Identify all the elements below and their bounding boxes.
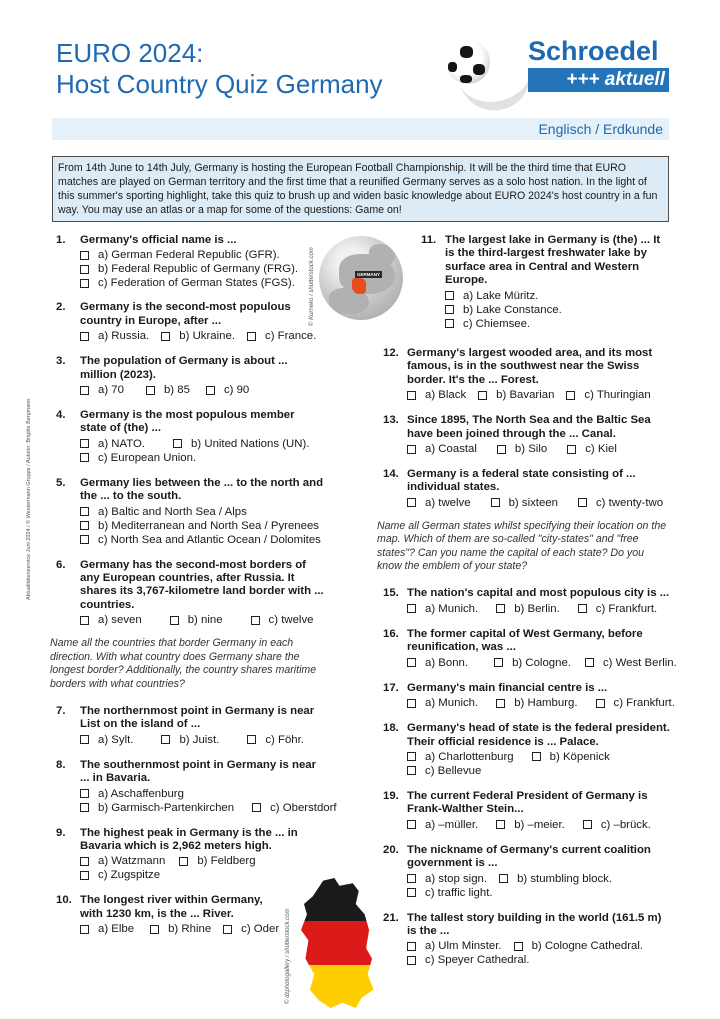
checkbox[interactable] xyxy=(585,658,594,667)
checkbox[interactable] xyxy=(80,521,89,530)
option[interactable] xyxy=(170,613,223,627)
option-label: c) Frankfurt. xyxy=(613,697,675,710)
question-20 xyxy=(383,844,671,900)
question-6 xyxy=(56,559,324,628)
option-label: b) Ukraine. xyxy=(179,330,235,343)
checkbox[interactable] xyxy=(80,871,89,880)
option-label: a) stop sign. xyxy=(425,872,488,885)
option-label: b) Juist. xyxy=(179,733,220,746)
option[interactable] xyxy=(585,656,677,670)
option[interactable] xyxy=(251,613,314,627)
option-label: a) seven xyxy=(98,614,142,627)
option-label: c) Chiemsee. xyxy=(463,317,531,330)
option[interactable] xyxy=(407,442,477,456)
checkbox[interactable] xyxy=(150,925,159,934)
option[interactable] xyxy=(583,818,651,832)
option-label: a) German Federal Republic (GFR). xyxy=(98,249,280,262)
option[interactable] xyxy=(445,303,562,317)
option-label: b) Federal Republic of Germany (FRG). xyxy=(98,263,299,276)
checkbox[interactable] xyxy=(80,616,89,625)
question-number: 21. xyxy=(383,911,399,924)
option-label: c) –brück. xyxy=(600,818,651,831)
question-number: 15. xyxy=(383,587,399,600)
option-label: a) twelve xyxy=(425,496,471,509)
task-note: Name all German states whilst specifying their location on the map. Which of them are so-called "city-states" and "free states"? Can you name the capital of each state? Do you know the emblem of your state? xyxy=(377,519,667,573)
question-number: 7. xyxy=(56,704,66,717)
question-15 xyxy=(383,587,671,615)
checkbox[interactable] xyxy=(80,386,89,395)
option[interactable] xyxy=(532,750,610,764)
question-number: 5. xyxy=(56,476,66,489)
option-label: b) Berlin. xyxy=(514,602,560,615)
question-number: 6. xyxy=(56,558,66,571)
checkbox[interactable] xyxy=(578,604,587,613)
option[interactable] xyxy=(407,818,478,832)
checkbox[interactable] xyxy=(80,535,89,544)
publisher-logo-tag: +++ aktuell xyxy=(528,68,669,92)
checkbox[interactable] xyxy=(566,391,575,400)
globe-germany-highlight xyxy=(352,278,366,294)
checkbox[interactable] xyxy=(80,803,89,812)
option[interactable] xyxy=(407,872,487,886)
checkbox[interactable] xyxy=(407,391,416,400)
option[interactable] xyxy=(491,496,558,510)
option[interactable] xyxy=(407,656,468,670)
option-label: a) 70 xyxy=(98,384,124,397)
option[interactable] xyxy=(146,383,190,397)
checkbox[interactable] xyxy=(496,699,505,708)
publisher-logo-name: Schroedel xyxy=(528,36,659,66)
globe-credit: © Kurneko / shutterstock.com xyxy=(309,247,315,326)
option-label: b) Hamburg. xyxy=(514,697,578,710)
checkbox[interactable] xyxy=(407,874,416,883)
question-number: 14. xyxy=(383,468,399,481)
option[interactable] xyxy=(496,818,565,832)
question-3 xyxy=(56,355,324,397)
option[interactable] xyxy=(80,733,133,747)
question-number: 16. xyxy=(383,627,399,640)
option[interactable] xyxy=(596,696,675,710)
option-label: c) Kiel xyxy=(585,443,617,456)
checkbox[interactable] xyxy=(407,766,416,775)
option[interactable] xyxy=(80,519,319,533)
option[interactable] xyxy=(80,451,196,465)
checkbox[interactable] xyxy=(80,857,89,866)
checkbox[interactable] xyxy=(491,498,500,507)
option-label: c) 90 xyxy=(223,384,250,397)
option-label: a) –müller. xyxy=(425,818,479,831)
question-text: Germany's main financial centre is ... xyxy=(407,681,608,694)
checkbox[interactable] xyxy=(496,820,505,829)
option[interactable] xyxy=(514,939,643,953)
question-text: Germany has the second-most borders of any European countries, after Russia. It shares its 3,767-kilometre land border with ... countries. xyxy=(80,558,324,611)
checkbox[interactable] xyxy=(407,445,416,454)
option-label: a) NATO. xyxy=(98,437,146,450)
option[interactable] xyxy=(567,442,617,456)
option[interactable] xyxy=(407,602,478,616)
option[interactable] xyxy=(407,696,478,710)
checkbox[interactable] xyxy=(445,305,454,314)
option[interactable] xyxy=(80,437,145,451)
option-label: a) Munich. xyxy=(425,602,479,615)
question-number: 10. xyxy=(56,894,72,907)
option-label: c) Zugspitze xyxy=(98,869,161,882)
option[interactable] xyxy=(80,276,295,290)
checkbox[interactable] xyxy=(251,616,260,625)
question-number: 12. xyxy=(383,347,399,359)
question-text: The nickname of Germany's current coalition government is ... xyxy=(407,843,651,870)
question-text: Germany's largest wooded area, and its most famous, is in the southwest near the Swiss border. It's the ... Forest. xyxy=(407,347,653,386)
checkbox[interactable] xyxy=(445,319,454,328)
option-label: c) Oder xyxy=(241,923,280,936)
option-label: b) stumbling block. xyxy=(517,872,613,885)
option-label: c) Federation of German States (FGS). xyxy=(98,277,295,290)
option-label: b) Mediterranean and North Sea / Pyrenees xyxy=(98,519,319,532)
option-label: a) Ulm Minster. xyxy=(425,940,502,953)
option[interactable] xyxy=(407,388,466,402)
checkbox[interactable] xyxy=(496,604,505,613)
checkbox[interactable] xyxy=(80,251,89,260)
question-text: Germany lies between the ... to the north and the ... to the south. xyxy=(80,476,324,503)
checkbox[interactable] xyxy=(407,498,416,507)
option-label: c) European Union. xyxy=(98,451,197,464)
option[interactable] xyxy=(80,854,165,868)
checkbox[interactable] xyxy=(223,925,232,934)
option-label: c) West Berlin. xyxy=(602,656,677,669)
option-label: b) sixteen xyxy=(508,496,558,509)
option[interactable] xyxy=(80,329,149,343)
option[interactable] xyxy=(407,886,493,900)
option[interactable] xyxy=(566,388,650,402)
question-text: Since 1895, The North Sea and the Baltic Sea have been joined through the ... Canal. xyxy=(407,414,651,440)
checkbox[interactable] xyxy=(407,942,416,951)
option-label: a) Coastal xyxy=(425,443,477,456)
checkbox[interactable] xyxy=(578,498,587,507)
option[interactable] xyxy=(496,602,560,616)
flag-credit: © dzphotogallery / shutterstock.com xyxy=(285,908,291,1004)
checkbox[interactable] xyxy=(80,279,89,288)
question-17 xyxy=(383,681,675,710)
checkbox[interactable] xyxy=(80,735,89,744)
right-column xyxy=(377,347,677,967)
option-label: a) Elbe xyxy=(98,923,135,936)
question-number: 9. xyxy=(56,826,66,839)
option[interactable] xyxy=(499,872,612,886)
question-text: The tallest story building in the world (161.5 m) is the ... xyxy=(407,911,662,937)
option-label: c) Thuringian xyxy=(584,389,651,402)
checkbox[interactable] xyxy=(583,820,592,829)
option[interactable] xyxy=(578,602,657,616)
question-2 xyxy=(56,301,324,343)
question-9 xyxy=(56,827,324,883)
question-5 xyxy=(56,477,324,547)
option-label: b) Bavarian xyxy=(496,389,555,402)
option[interactable] xyxy=(80,248,280,262)
option[interactable] xyxy=(445,317,530,331)
checkbox[interactable] xyxy=(206,386,215,395)
option[interactable] xyxy=(80,383,124,397)
option[interactable] xyxy=(247,733,304,747)
option-label: a) Sylt. xyxy=(98,733,134,746)
page-title xyxy=(56,38,383,100)
option-label: b) Feldberg xyxy=(197,855,256,868)
checkbox[interactable] xyxy=(567,445,576,454)
question-number: 13. xyxy=(383,414,399,427)
question-text: Germany is a federal state consisting of ... individual states. xyxy=(407,468,636,494)
question-11 xyxy=(421,234,671,331)
question-text: The northernmost point in Germany is near List on the island of ... xyxy=(80,704,315,731)
option[interactable] xyxy=(80,787,184,801)
question-text: The longest river within Germany, with 1230 km, is the ... River. xyxy=(80,894,263,920)
checkbox[interactable] xyxy=(497,445,506,454)
option-label: a) Lake Müritz. xyxy=(463,289,539,302)
checkbox[interactable] xyxy=(170,616,179,625)
question-number: 8. xyxy=(56,758,66,771)
question-8 xyxy=(56,758,337,815)
option[interactable] xyxy=(494,656,571,670)
question-text: The highest peak in Germany is the ... in Bavaria which is 2,962 meters high. xyxy=(80,826,298,852)
option-label: b) Rhine xyxy=(168,923,212,936)
subject-bar: Englisch / Erdkunde xyxy=(52,118,669,140)
question-7 xyxy=(56,705,324,747)
option[interactable] xyxy=(80,922,134,936)
option[interactable] xyxy=(407,764,481,778)
option-label: a) Munich. xyxy=(425,697,479,710)
option-label: a) Watzmann xyxy=(98,855,166,868)
option[interactable] xyxy=(223,922,279,936)
question-text: The population of Germany is about ... million (2023). xyxy=(80,355,288,381)
option[interactable] xyxy=(80,801,234,815)
option[interactable] xyxy=(80,613,142,627)
option[interactable] xyxy=(407,496,471,510)
question-19 xyxy=(383,790,671,832)
option-label: b) 85 xyxy=(163,384,190,397)
question-14 xyxy=(383,468,671,510)
question-1 xyxy=(56,234,324,290)
question-text: The current Federal President of Germany is Frank-Walther Stein... xyxy=(407,789,648,816)
option-label: b) Cologne. xyxy=(512,656,571,669)
title-line-1: EURO 2024: xyxy=(56,38,204,68)
option[interactable] xyxy=(496,696,577,710)
option-label: b) nine xyxy=(187,614,223,627)
checkbox[interactable] xyxy=(494,658,503,667)
option-label: c) Föhr. xyxy=(265,733,304,746)
checkbox[interactable] xyxy=(80,332,89,341)
checkbox[interactable] xyxy=(173,439,182,448)
option-label: c) Bellevue xyxy=(425,764,482,777)
question-16 xyxy=(383,627,677,670)
question-4 xyxy=(56,409,324,465)
question-number: 11. xyxy=(421,234,437,246)
question-13 xyxy=(383,414,671,456)
option[interactable] xyxy=(80,533,321,547)
globe-label: GERMANY xyxy=(357,272,381,277)
question-text: The nation's capital and most populous city is ... xyxy=(407,587,670,600)
option[interactable] xyxy=(150,922,211,936)
option-label: c) twenty-two xyxy=(595,496,664,509)
option[interactable] xyxy=(80,262,298,276)
option[interactable] xyxy=(497,442,547,456)
option-label: a) Aschaffenburg xyxy=(98,787,184,800)
option-label: c) North Sea and Atlantic Ocean / Dolomites xyxy=(98,533,321,546)
option-label: a) Black xyxy=(425,389,467,402)
question-12 xyxy=(383,347,671,402)
checkbox[interactable] xyxy=(146,386,155,395)
globe-image xyxy=(319,236,403,320)
left-column xyxy=(50,234,337,936)
question-text: Germany's head of state is the federal president. Their official residence is ... Palace. xyxy=(407,722,670,748)
checkbox[interactable] xyxy=(161,332,170,341)
option-label: b) Garmisch-Partenkirchen xyxy=(98,801,235,814)
question-text: The southernmost point in Germany is near ... in Bavaria. xyxy=(80,758,317,785)
option-label: b) –meier. xyxy=(514,818,565,831)
option-label: b) United Nations (UN). xyxy=(191,437,310,450)
option-label: b) Silo xyxy=(514,443,548,456)
question-number: 19. xyxy=(383,789,399,802)
question-number: 4. xyxy=(56,409,66,422)
question-text: Germany is the second-most populous country in Europe, after ... xyxy=(80,301,291,327)
question-number: 2. xyxy=(56,301,66,314)
option[interactable] xyxy=(407,939,502,953)
option[interactable] xyxy=(252,801,336,815)
option[interactable] xyxy=(80,505,247,519)
checkbox[interactable] xyxy=(478,391,487,400)
question-10 xyxy=(56,894,324,936)
option[interactable] xyxy=(445,289,538,303)
checkbox[interactable] xyxy=(80,925,89,934)
option-label: c) Frankfurt. xyxy=(595,602,658,615)
checkbox[interactable] xyxy=(596,699,605,708)
checkbox[interactable] xyxy=(532,752,541,761)
question-number: 20. xyxy=(383,843,399,856)
checkbox[interactable] xyxy=(407,820,416,829)
question-number: 18. xyxy=(383,722,399,735)
option[interactable] xyxy=(407,953,529,967)
option[interactable] xyxy=(206,383,249,397)
checkbox[interactable] xyxy=(247,735,256,744)
option[interactable] xyxy=(407,750,514,764)
right-column-top xyxy=(421,234,671,343)
question-number: 17. xyxy=(383,681,399,694)
checkbox[interactable] xyxy=(80,265,89,274)
task-note: Name all the countries that border Germany in each direction. With what country does Germany share the longest border? Additionally, the country shares maritime borders with what countries? xyxy=(50,637,317,690)
checkbox[interactable] xyxy=(161,735,170,744)
option-label: a) Baltic and North Sea / Alps xyxy=(98,505,247,518)
option[interactable] xyxy=(247,329,316,343)
question-text: Germany is the most populous member state of (the) ... xyxy=(80,409,295,435)
checkbox[interactable] xyxy=(252,803,261,812)
option[interactable] xyxy=(161,733,219,747)
checkbox[interactable] xyxy=(445,291,454,300)
checkbox[interactable] xyxy=(80,453,89,462)
question-number: 3. xyxy=(56,355,66,368)
option-label: c) traffic light. xyxy=(425,886,493,899)
option-label: a) Charlottenburg xyxy=(425,750,514,763)
question-18 xyxy=(383,722,671,778)
option-label: b) Köpenick xyxy=(549,750,610,763)
checkbox[interactable] xyxy=(179,857,188,866)
option[interactable] xyxy=(179,854,255,868)
checkbox[interactable] xyxy=(407,699,416,708)
option-label: b) Cologne Cathedral. xyxy=(531,940,644,953)
checkbox[interactable] xyxy=(247,332,256,341)
checkbox[interactable] xyxy=(407,658,416,667)
option-label: c) twelve xyxy=(268,614,314,627)
question-text: The former capital of West Germany, before reunification, was ... xyxy=(407,627,643,654)
option-label: a) Russia. xyxy=(98,330,150,343)
question-text: Germany's official name is ... xyxy=(80,234,237,246)
option-label: a) Bonn. xyxy=(425,656,469,669)
checkbox[interactable] xyxy=(407,752,416,761)
option-label: c) France. xyxy=(265,330,317,343)
checkbox[interactable] xyxy=(499,874,508,883)
intro-box: From 14th June to 14th July, Germany is hosting the European Football Championship. It will be the third time that EURO matches are played on German territory and the first time that a reunified Germany serves as a solo host nation. In the light of this summer's sporting highlight, take this quiz to brush up and widen basic knowledge about EURO 2024's host country in a fun way. You may use an atlas or a map for some of the questions: Game on! xyxy=(52,156,669,222)
option[interactable] xyxy=(80,868,160,882)
option[interactable] xyxy=(578,496,663,510)
side-copyright: Aktualitätenservice Juni 2024 / © Westermann Gruppe / Autorin: Brigitte Bergmann xyxy=(26,398,32,600)
question-number: 1. xyxy=(56,234,66,246)
option[interactable] xyxy=(173,437,309,451)
option-label: b) Lake Constance. xyxy=(463,303,562,316)
question-text: The largest lake in Germany is (the) ... It is the third-largest freshwater lake by surface area in Central and Western Europe. xyxy=(445,234,661,287)
checkbox[interactable] xyxy=(407,604,416,613)
checkbox[interactable] xyxy=(407,956,416,965)
football-icon xyxy=(446,40,490,84)
question-21 xyxy=(383,912,671,968)
option[interactable] xyxy=(478,388,554,402)
option-label: c) Speyer Cathedral. xyxy=(425,954,530,967)
checkbox[interactable] xyxy=(407,888,416,897)
checkbox[interactable] xyxy=(80,507,89,516)
option[interactable] xyxy=(161,329,235,343)
checkbox[interactable] xyxy=(514,942,523,951)
title-line-2: Host Country Quiz Germany xyxy=(56,69,383,99)
option-label: c) Oberstdorf xyxy=(270,801,337,814)
checkbox[interactable] xyxy=(80,789,89,798)
checkbox[interactable] xyxy=(80,439,89,448)
